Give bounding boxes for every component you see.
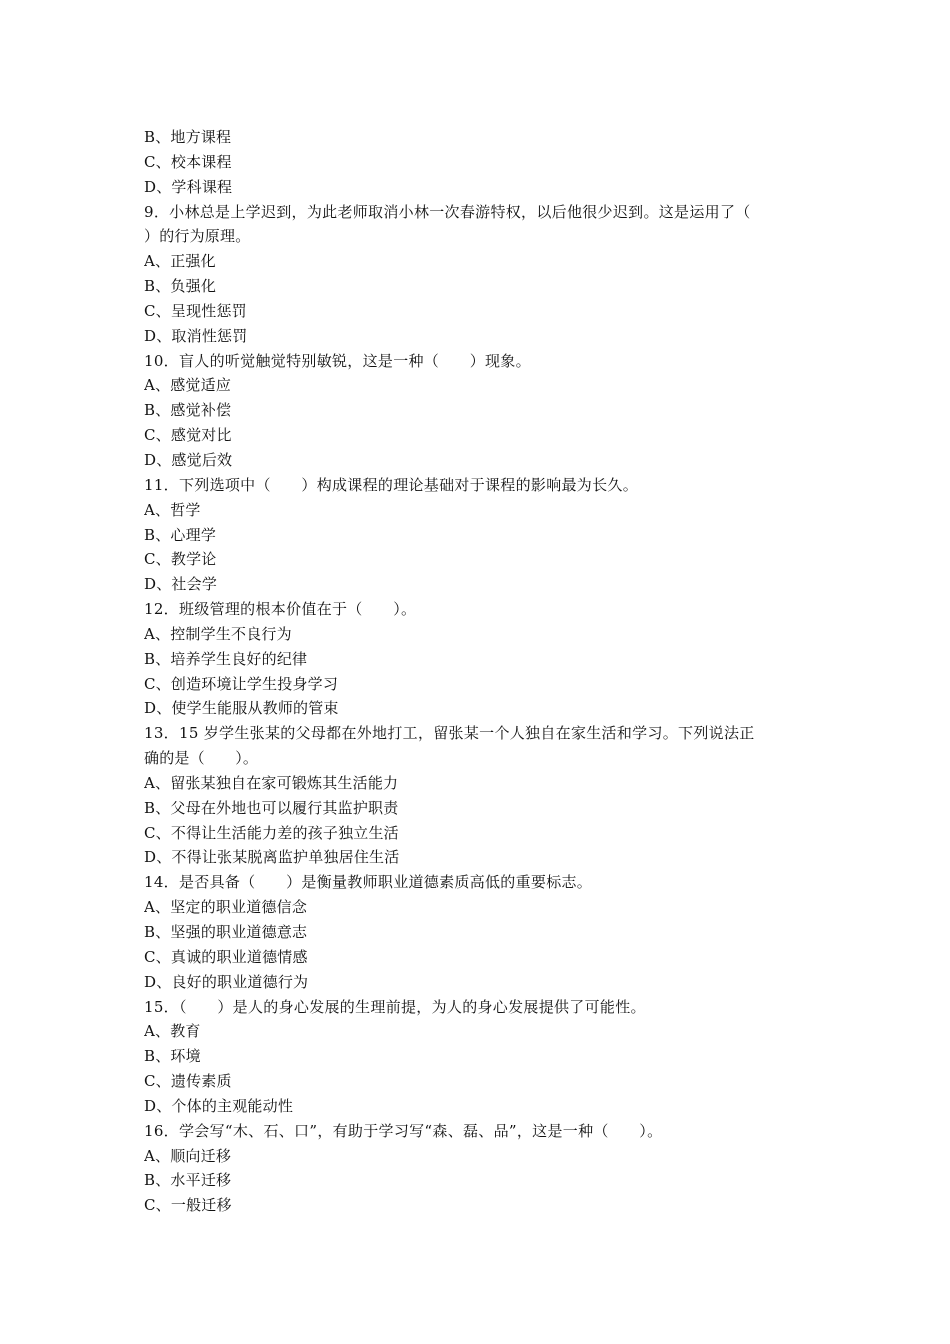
answer-option (144, 448, 810, 473)
exam-content (144, 125, 810, 1218)
answer-option (144, 150, 810, 175)
question-stem (144, 995, 810, 1020)
option-text: C、不得让生活能力差的孩子独立生活 (144, 823, 399, 842)
question-text-line: 10．盲人的听觉触觉特别敏锐，这是一种（ ）现象。 (144, 351, 531, 370)
answer-option (144, 498, 810, 523)
question-stem (144, 349, 810, 374)
answer-option (144, 771, 810, 796)
answer-option (144, 1094, 810, 1119)
option-text: A、感觉适应 (144, 376, 232, 395)
option-text: C、遗传素质 (144, 1072, 232, 1091)
answer-option (144, 796, 810, 821)
answer-option (144, 1044, 810, 1069)
option-text: D、取消性惩罚 (144, 326, 248, 345)
option-text: D、学科课程 (144, 177, 233, 196)
question-stem (144, 473, 810, 498)
option-text: B、心理学 (144, 525, 217, 544)
answer-option (144, 672, 810, 697)
answer-option (144, 274, 810, 299)
option-text: A、哲学 (144, 500, 201, 519)
option-text: A、控制学生不良行为 (144, 624, 292, 643)
answer-option (144, 622, 810, 647)
question-stem (144, 1119, 810, 1144)
answer-option (144, 1168, 810, 1193)
answer-option (144, 945, 810, 970)
option-text: A、正强化 (144, 252, 216, 271)
answer-option (144, 324, 810, 349)
question-stem (144, 870, 810, 895)
question-stem (144, 597, 810, 622)
answer-option (144, 249, 810, 274)
question-text-line: 16．学会写“木、石、口”，有助于学习写“森、磊、品”，这是一种（ ）。 (144, 1121, 663, 1140)
option-text: D、使学生能服从教师的管束 (144, 699, 339, 718)
option-text: B、水平迁移 (144, 1171, 232, 1190)
option-text: C、感觉对比 (144, 426, 232, 445)
option-text: B、环境 (144, 1047, 201, 1066)
question-text-line: ）的行为原理。 (144, 227, 251, 246)
answer-option (144, 1019, 810, 1044)
answer-option (144, 547, 810, 572)
answer-option (144, 1193, 810, 1218)
option-text: C、真诚的职业道德情感 (144, 947, 308, 966)
question-text-line: 13．15 岁学生张某的父母都在外地打工，留张某一个人独自在家生活和学习。下列说法正 (144, 724, 755, 743)
question-text-line: 确的是（ ）。 (144, 749, 259, 768)
option-text: A、留张某独自在家可锻炼其生活能力 (144, 773, 399, 792)
answer-option (144, 299, 810, 324)
question-text-line: 14．是否具备（ ）是衡量教师职业道德素质高低的重要标志。 (144, 873, 593, 892)
answer-option (144, 423, 810, 448)
answer-option (144, 1069, 810, 1094)
answer-option (144, 920, 810, 945)
answer-option (144, 572, 810, 597)
answer-option (144, 845, 810, 870)
option-text: C、创造环境让学生投身学习 (144, 674, 339, 693)
question-stem (144, 721, 810, 771)
question-text-line: 11．下列选项中（ ）构成课程的理论基础对于课程的影响最为长久。 (144, 475, 638, 494)
option-text: A、顺向迁移 (144, 1146, 232, 1165)
option-text: D、感觉后效 (144, 450, 233, 469)
question-text-line: 12．班级管理的根本价值在于（ ）。 (144, 600, 417, 619)
option-text: B、父母在外地也可以履行其监护职责 (144, 798, 399, 817)
option-text: B、培养学生良好的纪律 (144, 649, 308, 668)
option-text: B、负强化 (144, 277, 217, 296)
answer-option (144, 398, 810, 423)
option-text: D、个体的主观能动性 (144, 1096, 294, 1115)
answer-option (144, 895, 810, 920)
answer-option (144, 970, 810, 995)
option-text: C、呈现性惩罚 (144, 301, 247, 320)
option-text: C、教学论 (144, 550, 217, 569)
question-text-line: 15．（ ）是人的身心发展的生理前提，为人的身心发展提供了可能性。 (144, 997, 646, 1016)
answer-option (144, 647, 810, 672)
option-text: B、坚强的职业道德意志 (144, 923, 308, 941)
option-text: A、坚定的职业道德信念 (144, 898, 308, 917)
answer-option (144, 821, 810, 846)
question-stem (144, 200, 810, 250)
answer-option (144, 523, 810, 548)
option-text: A、教育 (144, 1022, 201, 1041)
answer-option (144, 125, 810, 150)
option-text: B、地方课程 (144, 128, 232, 146)
option-text: D、不得让张某脱离监护单独居住生活 (144, 848, 400, 867)
option-text: C、校本课程 (144, 152, 232, 171)
option-text: B、感觉补偿 (144, 401, 232, 420)
option-text: C、一般迁移 (144, 1196, 232, 1215)
option-text: D、良好的职业道德行为 (144, 972, 309, 991)
answer-option (144, 175, 810, 200)
answer-option (144, 696, 810, 721)
option-text: D、社会学 (144, 575, 218, 594)
answer-option (144, 373, 810, 398)
answer-option (144, 1144, 810, 1169)
question-text-line: 9．小林总是上学迟到，为此老师取消小林一次春游特权，以后他很少迟到。这是运用了（ (144, 202, 751, 221)
